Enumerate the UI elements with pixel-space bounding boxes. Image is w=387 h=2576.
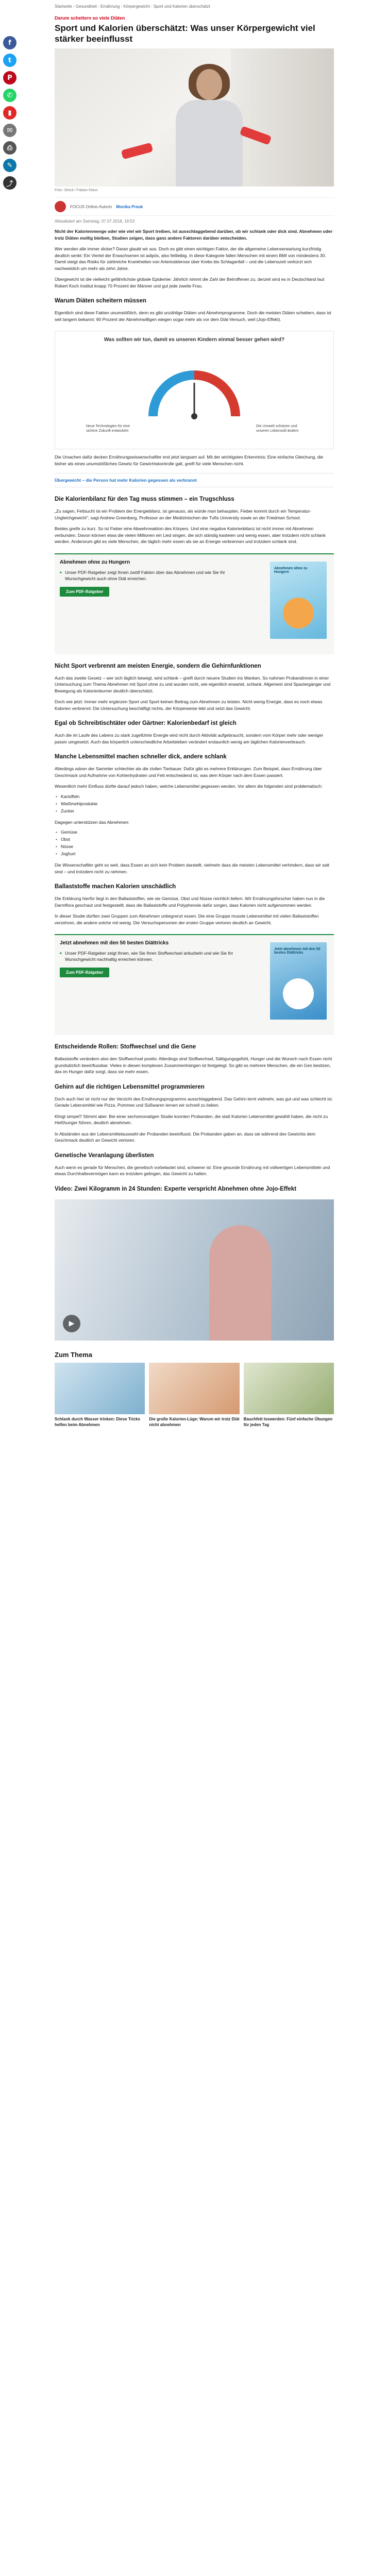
article-content — [55, 0, 334, 1440]
breadcrumb-item[interactable]: › Gesundheit — [73, 4, 97, 9]
paragraph: Beides greife zu kurz. So ist Fieber eine Abwehrreaktion des Körpers. Und eine negative Kalorienbilanz ist nicht immer mit Abnehmen verbunden. Davon können etwa die vielen Millionen ein Lied singen, die sich ständig kasteien und wenig essen, aber trotzdem nicht schlank werden. Andersrum gibt es viele Menschen, die täglich mehr essen als sie an Energie verbrennen und trotzdem schlank sind. — [55, 526, 326, 544]
section-heading: Genetische Veranlagung überlisten — [55, 1152, 154, 1159]
more-card-title: Die große Kalorien-Lüge: Warum wir trotz Diät nicht abnehmen — [149, 1416, 240, 1427]
paragraph: Allerdings wären der Sammler schlechter als die zivilen Tierbauer. Dafür gibt es mehrere Erklärungen. Zum Beispiel, dass Ernährung über Geschmack und Aufnahme von Kohlenhydraten und Fett entscheidend ist, was dem Körper nach dem Essen passiert. — [55, 766, 322, 778]
hero-image — [55, 48, 334, 187]
more-card-title: Bauchfett loswerden: Fünf einfache Übungen für jeden Tag — [243, 1416, 333, 1427]
author-name[interactable]: Monika Preuk — [116, 204, 143, 209]
more-image — [244, 1363, 334, 1414]
more-image — [55, 1363, 145, 1414]
paragraph: Dagegen unterstützen das Abnehmen: — [55, 819, 130, 825]
paragraph: Klingt simpel? Stimmt aber. Bei einer sechsmonatigen Studie konnten Probanden, die statt Kalorien Lebensmittel gewählt haben, die nicht zu Heißhunger führen, deutlich abnehmen. — [55, 1113, 328, 1125]
social-sidebar — [3, 36, 18, 190]
avatar — [55, 201, 66, 212]
whatsapp-icon[interactable]: ✆ — [3, 89, 16, 102]
list-item: • Obst — [55, 836, 334, 843]
list-item: • Kartoffeln — [55, 793, 334, 800]
article-lead: Nicht der Kalorienmenge oder wie viel wir Sport treiben, ist ausschlaggebend darüber, ob wir schlank oder dick sind. Abnehmen oder trotz Diäten mollig bleiben, Studien zeigen, dass ganz andere Faktoren darüber entscheiden. — [55, 229, 333, 241]
breadcrumb-item[interactable]: Startseite — [55, 4, 72, 9]
breadcrumb-item[interactable]: › Ernährung — [98, 4, 120, 9]
mail-icon[interactable]: ✉ — [3, 124, 16, 137]
callout-title: Jetzt abnehmen mit den 50 besten Diättricks — [60, 940, 169, 946]
paragraph: Die Erklärung hierfür liegt in den Ballaststoffen, wie sie Gemüse, Obst und Nüsse reichlich liefern. Wir Ernährungsforscher haben nun in die Darmflora geschaut und festgestellt, dass die Ballaststoffe und Polyphenole dafür sorgen, dass Kalorien nicht aufgenommen werden. — [55, 896, 325, 908]
more-card[interactable] — [244, 1363, 334, 1440]
twitter-icon[interactable]: t — [3, 54, 16, 67]
hero-person — [168, 64, 250, 187]
share-icon[interactable]: ⤴ — [3, 176, 16, 190]
food-list-bad — [55, 793, 334, 815]
book-cover — [270, 942, 327, 1020]
paragraph: Auch wenn es gerade für Menschen, die genetisch vorbelastet sind, schwerer ist: Eine gesunde Ernährung mit vollwertigen Lebensmitteln und etwas Durchhaltevermögen kann es trotzdem gelingen, das Gewicht zu halten. — [55, 1164, 330, 1176]
book-cover-title: Abnehmen ohne zu Hungern — [274, 566, 308, 574]
more-title: Zum Thema — [55, 1350, 92, 1359]
dumbbell-icon — [121, 143, 154, 160]
paragraph: Doch wie jetzt: Immer mehr ergänzen Sport und Sport keinen Beitrag zum Abnehmen zu leisten. Nicht wenig Energie, dass es noch etwas Kalorien verbrennt: Die Untersuchung beschäftigt nichts, der Körperweise lebt und setzt das Gewicht. — [55, 699, 323, 711]
callout-text: ■ Unser PDF-Ratgeber zeigt Ihnen, wie Sie Ihren Stoffwechsel ankurbeln und wie Sie Ihr Wunschgewicht nachhaltig erreichen können. — [60, 950, 256, 962]
section-heading: Warum Diäten scheitern müssen — [55, 298, 146, 304]
more-card[interactable] — [149, 1363, 239, 1440]
image-caption: Foto: iStock / Fabian Klaus — [55, 189, 98, 192]
breadcrumb-item[interactable]: › Körpergewicht — [121, 4, 150, 9]
paragraph: Ballaststoffe verändern also den Stoffwechsel positiv. Allerdings sind Stoffwechsel, Sättigungsgefühl, Hunger und die Wunsch nach Essen nicht grundsätzlich beeinflussbar. Vieles in diesen komplexen Zusammenhängen ist festgelegt. So gibt es mehrere Menschen, die ein Gen besitzen, das im Hunger dafür sorgt, dass sie mehr essen. — [55, 1056, 332, 1074]
pdf-button[interactable]: Zum PDF-Ratgeber — [60, 968, 109, 977]
more-card[interactable] — [55, 1363, 145, 1440]
pinterest-icon[interactable]: P — [3, 71, 16, 84]
list-item: • Zucker — [55, 807, 334, 815]
section-heading: Egal ob Schreibtischtäter oder Gärtner: Kalorienbedarf ist gleich — [55, 720, 237, 726]
book-cover — [270, 562, 327, 639]
comment-icon[interactable]: ✎ — [3, 159, 16, 172]
more-card-title: Schlank durch Wasser trinken: Diese Tricks helfen beim Abnehmen — [55, 1416, 140, 1427]
paragraph: Auch die im Laufe des Lebens zu stark zugeführte Energie wird nicht durch Aktivität aufgebraucht, sondern vom Körper mehr oder weniger passiv umgesetzt. Auch das körperlich unterschiedliche Arbeitsleben verändert erstaunlich wenig am täglichen Kalorienverbrauch. — [55, 733, 324, 744]
food-list-good — [55, 828, 334, 857]
pdf-callout — [55, 934, 334, 1035]
poll-question: Was sollten wir tun, damit es unseren Kindern einmal besser gehen wird? — [104, 337, 285, 343]
paragraph: Wer werden alle immer dicker? Daran glaubt wir aus. Doch es gibt einen wichtigen Faktor, der die allgemeine Lebenserwartung kurzfristig deutlich senkt: Ein Viertel der Erwachsenen ist adipös, also fettleibig. In diese Kategorie fallen Menschen mit einem BMI von mindestens 30. Damit steigt das Risiko für zahlreiche Krankheiten von Arteriosklerose über Krebs bis Schlaganfall – und die Lebenszeit verkürzt sich nachweislich um mehr als zehn Jahre. — [55, 246, 326, 271]
article-kicker: Darum scheitern so viele Diäten — [55, 15, 125, 21]
dateline: Aktualisiert am Samstag, 07.07.2018, 18:53 — [55, 219, 135, 224]
author-box — [55, 197, 334, 216]
callout-title: Abnehmen ohne zu Hungern — [60, 559, 130, 565]
paragraph: In dieser Studie dürften zwei Gruppen zum Abnehmen unbegrenzt essen. Die eine Gruppe musste Lebensmittel mit vielen Ballaststoffen verzehren, die andere solche mit wenig. Die Versuchspersonen der ersten Gruppe verloren deutlich an Gewicht. — [55, 913, 319, 925]
paragraph: Auch das zweite Gesetz – wer sich täglich bewegt, wird schlank – greift durch neuere Studien ins Wanken. So nahmen Probandinnen in einer Untersuchung zum Thema Abnehmen mit Sport ohne zu und wurden nicht, wie eigentlich erwartet, schlank. Allgemein sind Spaziergänger und Bewegung als Kalorienburner deutlich überschätzt. — [55, 675, 331, 693]
poll-option[interactable]: Neue Technologien für eine sichere Zukunft entwickeln — [86, 425, 130, 433]
paragraph: „Zu sagen, Fettsucht ist ein Problem der Energiebilanz, ist genauso, als würde man behaupten, Fieber kommt durch ein Temperatur-Ungleichgewicht", sagt Andrew Greenberg, Professor an der Medizinischen der Tufts University sowie an der Friedman School. — [55, 509, 311, 520]
video-title: Video: Zwei Kilogramm in 24 Stunden: Experte verspricht Abnehmen ohne Jojo-Effekt — [55, 1185, 297, 1192]
poll-widget[interactable] — [55, 331, 334, 449]
paragraph: Übergewicht ist die vielleicht gefährlichste globale Epidemie: Jährlich nimmt die Zahl der Betroffenen zu, derzeit sind es in Deutschland laut Robert Koch Institut knapp 70 Prozent der Männer und gut jede zweite Frau. — [55, 277, 325, 289]
list-item: • Nüsse — [55, 843, 334, 850]
book-cover-title: Jetzt abnehmen mit den 50 besten Diättricks — [274, 947, 321, 955]
poll-gauge — [143, 360, 246, 421]
paragraph: Die Wissenschaftler geht so weit, dass Essen an sich kein Problem darstellt, vielmehr dass die meisten Lebensmittel verhindern, dass wir satt sind – und trotzdem nicht zu nehmen. — [55, 862, 329, 874]
paragraph: In Abständen aus der Lebensmittelauswahl der Probanden beeinflusst. Die Probanden gaben an, dass sie während des Gewichts dem Geschmack deutlich an Gewicht verloren. — [55, 1131, 316, 1143]
callout-text: ■ Unser PDF-Ratgeber zeigt Ihnen zwölf Fakten über das Abnehmen und wie Sie Ihr Wunschgewicht auch ohne Diät erreichen. — [60, 569, 256, 582]
section-heading: Ballaststoffe machen Kalorien unschädlich — [55, 884, 176, 890]
list-item: • Gemüse — [55, 828, 334, 836]
pdf-button[interactable]: Zum PDF-Ratgeber — [60, 587, 109, 597]
pdf-callout — [55, 553, 334, 654]
author-prefix: FOCUS Online-Autorin — [70, 204, 112, 209]
paragraph: Wesentlich mehr Einfluss dürfte darauf jedoch haben, welche Lebensmittel gegessen werden. Vor allem die folgenden sind problematisch: — [55, 784, 323, 789]
paragraph: Doch auch hier ist nicht nur der Verzicht des Ernährungsprogramms ausschlaggebend. Das Gehirn lernt vielmehr, was gut und was schlecht ist. Gerade Lebensmittel wie Pizza, Pommes und Süßwaren lernen wir schnell zu lieben. — [55, 1096, 333, 1108]
section-heading: Gehirn auf die richtigen Lebensmittel programmieren — [55, 1083, 205, 1090]
play-icon[interactable]: ▶ — [63, 1315, 80, 1332]
more-grid — [55, 1363, 334, 1440]
paragraph: Eigentlich sind diese Fakten unumstößlich, denn es gibt unzählige Diäten und Abnehmprogramme. Doch die meisten Diäten scheitern, dass ist seit langem bekannt: 90 Prozent der Abnehmwilligen wiegen sogar mehr als vor dem Diät-Versuch, weil (Jojo-Effekt). — [55, 310, 331, 322]
breadcrumb — [55, 0, 334, 10]
paragraph: Die Ursachen dafür decken Ernährungswissenschaftler erst jetzt langsam auf. Mit der wichtigsten Erkenntnis: Eine einfache Gleichung, die bisher als eines unumstößliches Gesetz für Gewichtskontrolle galt, greift für viele Menschen nicht. — [55, 454, 324, 466]
section-heading: Die Kalorienbilanz für den Tag muss stimmen – ein Trugschluss — [55, 496, 234, 502]
section-heading: Entscheidende Rollen: Stoffwechsel und die Gene — [55, 1044, 196, 1050]
poll-option[interactable]: Die Umwelt schützen und unseren Lebensstil ändern — [256, 425, 299, 433]
print-icon[interactable]: ⎙ — [3, 141, 16, 155]
more-image — [149, 1363, 239, 1414]
flipboard-icon[interactable]: ▮ — [3, 106, 16, 120]
list-item: • Weißmehlprodukte — [55, 800, 334, 807]
section-heading: Nicht Sport verbrennt am meisten Energie, sondern die Gehirnfunktionen — [55, 663, 261, 669]
article-title: Sport und Kalorien überschätzt: Was unser Körpergewicht viel stärker beeinflusst — [55, 23, 315, 44]
breadcrumb-item: › Sport und Kalorien überschätzt — [151, 4, 210, 9]
section-heading: Manche Lebensmittel machen schneller dick, andere schlank — [55, 754, 227, 760]
video-player[interactable] — [55, 1199, 334, 1341]
list-item: • Joghurt — [55, 850, 334, 857]
facebook-icon[interactable]: f — [3, 36, 16, 49]
related-link[interactable]: Übergewicht – die Person hat mehr Kalorien gegessen als verbrannt — [55, 473, 334, 487]
